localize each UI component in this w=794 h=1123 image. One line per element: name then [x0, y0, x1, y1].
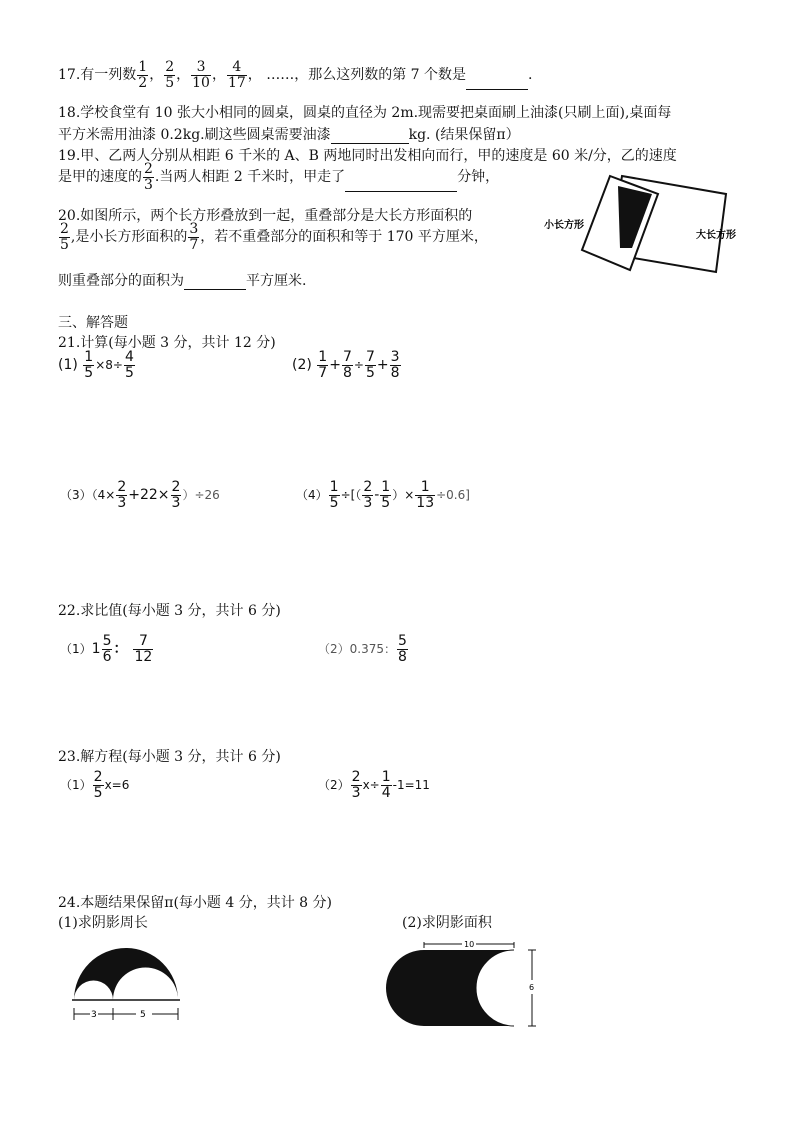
q20-overlap-figure: [540, 168, 770, 278]
q21-title: 21.计算(每小题 3 分，共计 12 分): [58, 335, 276, 351]
q20-frac-2: $\frac{3}{7}$: [189, 221, 199, 253]
q20-line1: 20.如图所示，两个长方形叠放到一起，重叠部分是大长方形面积的: [58, 208, 473, 224]
q19-line1: 19.甲、乙两人分别从相距 6 千米的 A、B 两地同时出发相向而行，甲的速度是 60 米/分，乙的速度: [58, 148, 677, 164]
q24-fig1: [68, 942, 198, 1032]
dim-label-10: 10: [464, 940, 475, 949]
section-title: 三、解答题: [58, 315, 128, 331]
dim-label-6: 6: [529, 983, 535, 992]
q19-line2: 是甲的速度的 $\frac{2}{3}$ .当两人相距 2 千米时，甲走了 分钟，: [58, 161, 500, 193]
answer-blank[interactable]: [184, 275, 246, 290]
q18-line1: 18.学校食堂有 10 张大小相同的圆桌，圆桌的直径为 2m.现需要把桌面刷上油漆(只刷上面),桌面每: [58, 105, 672, 121]
q21-p1: (1) $\frac{1}{5}$ ×8÷ $\frac{4}{5}$: [58, 349, 134, 381]
q17-frac-4: $\frac{4}{17}$: [227, 59, 246, 91]
q17-frac-1: $\frac{1}{2}$: [138, 59, 148, 91]
q24-fig2: [386, 936, 556, 1031]
q17-frac-3: $\frac{3}{10}$: [192, 59, 210, 91]
q23-p2: （2） $\frac{2}{3}$ x÷ $\frac{1}{4}$ -1=11: [318, 769, 430, 801]
q23-p1: （1） $\frac{2}{5}$ x=6: [60, 769, 130, 801]
q24-p1-label: (1)求阴影周长: [58, 915, 148, 931]
q17: 17.有一列数 $\frac{1}{2}$ ， $\frac{2}{5}$ ， $\frac{3}{10}$ ， $\frac{4}{17}$ ， ……，那么这列数的第 7 个数是 .: [58, 59, 533, 91]
answer-blank[interactable]: [331, 129, 409, 144]
large-rect-label: 大长方形: [696, 230, 736, 241]
q19-frac: $\frac{2}{3}$: [144, 161, 153, 193]
q22-p2: （2）0.375： $\frac{5}{8}$: [318, 633, 407, 665]
q22-p1: （1）1 $\frac{5}{6}$ ： $\frac{7}{12}$: [60, 633, 153, 665]
shaded-region: [386, 950, 514, 1026]
answer-blank[interactable]: [466, 75, 528, 90]
q24-title: 24.本题结果保留π(每小题 4 分，共计 8 分): [58, 895, 333, 911]
q20-line2: $\frac{2}{5}$ ,是小长方形面积的 $\frac{3}{7}$ ，若不重叠部分的面积和等于 170 平方厘米，: [60, 221, 488, 253]
shaded-region: [74, 948, 178, 1000]
q21-p4: （4） $\frac{1}{5}$ ÷[（ $\frac{2}{3}$ - $\frac{1}{5}$ ）× $\frac{1}{13}$ ÷0.6]: [296, 479, 470, 511]
dim-label-5: 5: [140, 1010, 146, 1020]
q20-frac-1: $\frac{2}{5}$: [60, 221, 69, 253]
q21-p2: (2) $\frac{1}{7}$ + $\frac{7}{8}$ ÷ $\frac{7}{5}$ + $\frac{3}{8}$: [292, 349, 400, 381]
small-rect-label: 小长方形: [544, 220, 584, 231]
q18-line2: 平方米需用油漆 0.2kg.刷这些圆桌需要油漆 kg. (结果保留π）: [58, 127, 520, 143]
q22-title: 22.求比值(每小题 3 分，共计 6 分): [58, 603, 281, 619]
dim-label-3: 3: [91, 1010, 97, 1020]
q17-frac-2: $\frac{2}{5}$: [165, 59, 175, 91]
q21-p3: （3）（4× $\frac{2}{3}$ +22× $\frac{2}{3}$ ）÷26: [60, 479, 220, 511]
answer-blank[interactable]: [345, 177, 457, 192]
q24-p2-label: (2)求阴影面积: [402, 915, 492, 931]
q20-line3: 则重叠部分的面积为 平方厘米.: [58, 273, 307, 289]
q23-title: 23.解方程(每小题 3 分，共计 6 分): [58, 749, 281, 765]
